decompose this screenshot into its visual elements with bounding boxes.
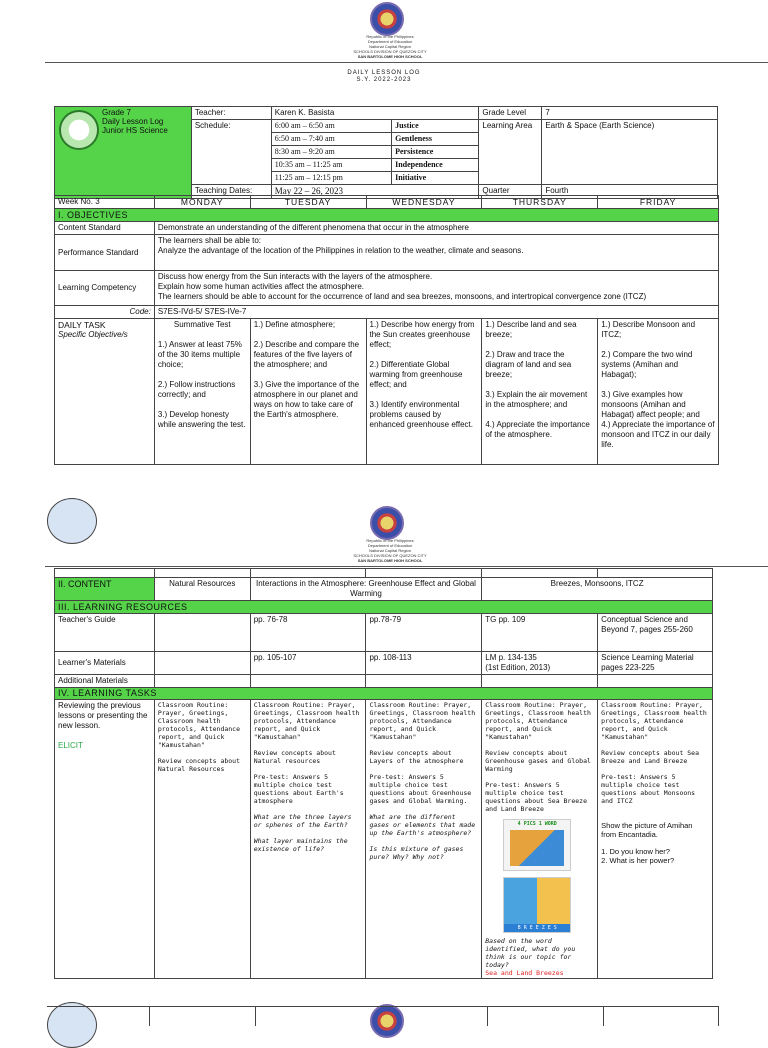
header-lines: Republic of the Philippines Department of Education National Capital Region SCHOOLS DIVISION OF QUEZON CITY SAN BARTOLOME HIGH SCHOOL — [353, 538, 427, 563]
performance-standard: The learners shall be able to: Analyze the advantage of the location of the Philippines in relation to the weather, climate and seasons. — [154, 235, 718, 271]
schedule-time: 10:35 am – 11:25 am — [272, 159, 392, 172]
next-page-divider — [718, 1006, 719, 1026]
teaching-dates-value: May 22 – 26, 2023 — [271, 185, 479, 199]
review-tuesday: Classroom Routine: Prayer, Greetings, Classroom health protocols, Attendance report, and Quick "Kamustahan" Review concepts about Natural resources Pre-test: Answers 5 multiple choice test questions about Earth's atmosphere What are the three layers or spheres of the Earth? What layer maintains the existence of life? — [250, 700, 366, 979]
task-wednesday: 1.) Describe how energy from the Sun creates greenhouse effect; 2.) Differentiate Global warming from greenhouse effect; and 3.) Identify environmental problems caused by enhanced greenhouse effect. — [366, 319, 482, 465]
header-rule — [45, 62, 768, 63]
tg-thursday: TG pp. 109 — [482, 614, 598, 652]
quarter-value: Fourth — [542, 185, 718, 199]
objectives-table — [54, 195, 719, 465]
day-thursday: THURSDAY — [482, 196, 598, 209]
quarter-label: Quarter — [479, 185, 542, 199]
content-monday: Natural Resources — [154, 578, 250, 601]
page-marker-circle — [47, 498, 97, 544]
next-page-divider — [149, 1006, 150, 1026]
next-page-divider — [487, 1006, 488, 1026]
schedule-time: 6:50 am – 7:40 am — [272, 133, 392, 146]
content-thu-fri: Breezes, Monsoons, ITCZ — [482, 578, 713, 601]
lm-tuesday: pp. 105-107 — [250, 652, 366, 675]
learning-competency: Discuss how energy from the Sun interacts with the layers of the atmosphere. Explain how some human activities affect the atmosphere. The learners should be able to account for the occurrence of land and sea breezes, monsoons, and intertropical convergence zone (ITCZ) — [154, 271, 718, 306]
content-heading: II. CONTENT — [55, 578, 155, 601]
doc-title: DAILY LESSON LOG S.Y. 2022-2023 — [347, 70, 421, 83]
schedule-time: 8:30 am – 9:20 am — [272, 146, 392, 159]
tg-friday: Conceptual Science and Beyond 7, pages 255-260 — [598, 614, 713, 652]
learning-competency-label: Learning Competency — [55, 271, 155, 306]
content-tue-wed: Interactions in the Atmosphere: Greenhouse Effect and Global Warming — [250, 578, 482, 601]
schedule-section: Persistence — [392, 146, 479, 159]
schedule-section: Independence — [392, 159, 479, 172]
schedule-section: Initiative — [392, 172, 479, 185]
school-logo — [59, 110, 99, 150]
week-number: Week No. 3 — [55, 196, 155, 209]
resources-heading: III. LEARNING RESOURCES — [55, 601, 713, 614]
info-table — [54, 106, 718, 199]
content-standard: Demonstrate an understanding of the different phenomena that occur in the atmosphere — [154, 222, 718, 235]
code-value: S7ES-IVd-5/ S7ES-IVe-7 — [154, 306, 718, 319]
objectives-heading: I. OBJECTIVES — [55, 209, 719, 222]
review-wednesday: Classroom Routine: Prayer, Greetings, Classroom health protocols, Attendance report, and Quick "Kamustahan" Review concepts about Layers of the atmosphere Pre-test: Answers 5 multiple choice test questions about Greenhouse gases and Global Warming. What are the different gases or elements that made up the Earth's atmosphere? Is this mixture of gases pure? Why? Why not? — [366, 700, 482, 979]
schedule-cell — [271, 120, 479, 185]
schedule-section: Gentleness — [392, 133, 479, 146]
day-friday: FRIDAY — [598, 196, 719, 209]
deped-seal — [370, 2, 404, 36]
day-monday: MONDAY — [154, 196, 250, 209]
review-label: Reviewing the previous lessons or presenting the new lesson. ELICIT — [55, 700, 155, 979]
day-tuesday: TUESDAY — [250, 196, 366, 209]
review-monday: Classroom Routine: Prayer, Greetings, Classroom health protocols, Attendance report, and Quick "Kamustahan" Review concepts about Natural Resources — [154, 700, 250, 979]
additional-materials-label: Additional Materials — [55, 675, 155, 688]
code-label: Code: — [55, 306, 155, 319]
teaching-dates-label: Teaching Dates: — [191, 185, 271, 199]
teacher-name: Karen K. Basista — [271, 107, 479, 120]
header-rule — [45, 566, 768, 567]
task-friday: 1.) Describe Monsoon and ITCZ; 2.) Compare the two wind systems (Amihan and Habagat); 3.) Give examples how monsoons (Amihan and Habagat) affect people; and 4.) Appreciate the importance of monsoon and ITCZ in our daily life. — [598, 319, 719, 465]
task-tuesday: 1.) Define atmosphere; 2.) Describe and compare the features of the five layers of the atmosphere; and 3.) Give the importance of the atmosphere in our planet and ways on how to take care of the Earth's atmosphere. — [250, 319, 366, 465]
review-thursday: Classroom Routine: Prayer, Greetings, Classroom health protocols, Attendance report, and Quick "Kamustahan" Review concepts about Greenhouse gases and Global Warming Pre-test: Answers 5 multiple choice test questions about Sea Breeze and Land Breeze 4 PICS 1 WORD B R E E Z E S Based on the word identified, what do you think is our topic for today? Sea and Land Breezes — [482, 700, 598, 979]
lm-friday: Science Learning Material pages 223-225 — [598, 652, 713, 675]
header-lines: Republic of the Philippines Department of Education National Capital Region SCHOOLS DIVISION OF QUEZON CITY SAN BARTOLOME HIGH SCHOOL — [353, 34, 427, 59]
schedule-time: 6:00 am – 6:50 am — [272, 120, 392, 133]
four-pics-image: 4 PICS 1 WORD — [503, 819, 571, 871]
content-standard-label: Content Standard — [55, 222, 155, 235]
performance-standard-label: Performance Standard — [55, 235, 155, 271]
lm-wednesday: pp. 108-113 — [366, 652, 482, 675]
task-monday: Summative Test 1.) Answer at least 75% of the 30 items multiple choice; 2.) Follow instructions correctly; and 3.) Develop honesty while answering the test. — [154, 319, 250, 465]
grade-level-label: Grade Level — [479, 107, 542, 120]
learning-area-value: Earth & Space (Earth Science) — [542, 120, 718, 185]
task-thursday: 1.) Describe land and sea breeze; 2.) Draw and trace the diagram of land and sea breeze; 3.) Explain the air movement in the atmosphere; and 4.) Appreciate the importance of the atmosphere. — [482, 319, 598, 465]
topic-answer: Sea and Land Breezes — [485, 969, 564, 977]
teacher-label: Teacher: — [191, 107, 271, 120]
review-friday: Classroom Routine: Prayer, Greetings, Classroom health protocols, Attendance report, and Quick "Kamustahan" Review concepts about Sea Breeze and Land Breeze Pre-test: Answers 5 multiple choice test questions about Monsoons and ITCZ Show the picture of Amihan from Encantadia. 1. Do you know her? 2. What is her power? — [598, 700, 713, 979]
lesson-table — [54, 568, 713, 979]
daily-task-label: DAILY TASK Specific Objective/s — [55, 319, 155, 465]
tg-wednesday: pp.78-79 — [366, 614, 482, 652]
schedule-table — [272, 120, 479, 184]
info-logo-cell: Grade 7 Daily Lesson Log Junior HS Science — [55, 107, 192, 199]
next-page-divider — [603, 1006, 604, 1026]
tg-tuesday: pp. 76-78 — [250, 614, 366, 652]
next-page-divider — [255, 1006, 256, 1026]
schedule-time: 11:25 am – 12:15 pm — [272, 172, 392, 185]
learners-materials-label: Learner's Materials — [55, 652, 155, 675]
learning-area-label: Learning Area — [479, 120, 542, 185]
tasks-heading: IV. LEARNING TASKS — [55, 688, 713, 700]
schedule-label: Schedule: — [191, 120, 271, 185]
grade-level-value: 7 — [542, 107, 718, 120]
deped-seal — [370, 506, 404, 540]
lm-thursday: LM p. 134-135 (1st Edition, 2013) — [482, 652, 598, 675]
elicit-label: ELICIT — [58, 741, 83, 750]
breezes-image: B R E E Z E S — [503, 877, 571, 933]
day-wednesday: WEDNESDAY — [366, 196, 482, 209]
teachers-guide-label: Teacher's Guide — [55, 614, 155, 652]
schedule-section: Justice — [392, 120, 479, 133]
